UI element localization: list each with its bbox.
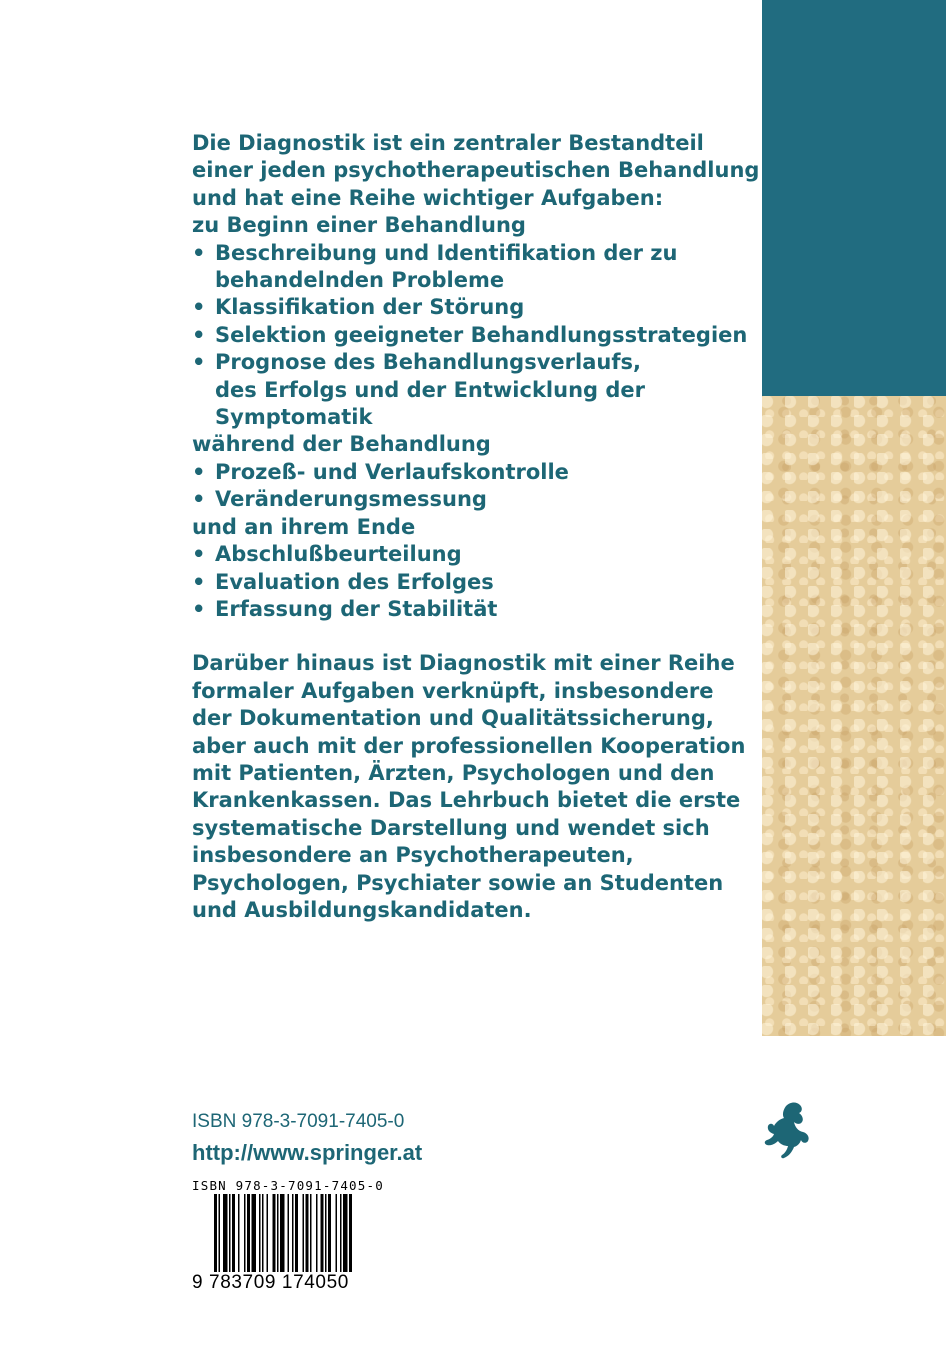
springer-horse-icon — [756, 1098, 816, 1168]
barcode-bar — [223, 1194, 228, 1272]
bullet-item — [192, 349, 752, 431]
barcode-bar — [229, 1194, 231, 1272]
bullet-dot-icon: • — [192, 322, 206, 347]
bullet-line: Prozeß- und Verlaufskontrolle — [215, 459, 569, 484]
closing-line: Krankenkassen. Das Lehrbuch bietet die erste — [192, 788, 741, 813]
barcode-bar — [280, 1194, 285, 1272]
phase-heading-beginning: zu Beginn einer Behandlung — [192, 213, 526, 238]
cover-band-texture — [762, 396, 946, 1036]
barcode-bar — [238, 1194, 240, 1272]
barcode-bar — [343, 1194, 348, 1272]
bullet-line: Veränderungsmessung — [215, 487, 487, 512]
bullet-item — [192, 541, 752, 568]
phase-heading-during: während der Behandlung — [192, 432, 491, 457]
barcode-bar — [214, 1194, 217, 1272]
cover-band-blue — [762, 0, 946, 396]
barcode-bar — [292, 1194, 294, 1272]
bullet-item — [192, 240, 752, 295]
barcode-bar — [252, 1194, 257, 1272]
bullet-dot-icon: • — [192, 596, 206, 621]
barcode-bar — [247, 1194, 250, 1272]
bullet-line: Selektion geeigneter Behandlungsstrategien — [215, 322, 748, 347]
barcode-bar — [306, 1194, 309, 1272]
intro-line: und hat eine Reihe wichtiger Aufgaben: — [192, 185, 664, 210]
barcode-bar — [262, 1194, 264, 1272]
barcode-digits: 9 783709 174050 — [192, 1272, 349, 1293]
bullet-item — [192, 294, 752, 321]
closing-line: systematische Darstellung und wendet sich — [192, 815, 710, 840]
barcode-bar — [219, 1194, 221, 1272]
barcode-bar — [295, 1194, 298, 1272]
barcode-bar — [310, 1194, 312, 1272]
bullet-item — [192, 486, 752, 513]
bullet-dot-icon: • — [192, 459, 206, 484]
barcode-bar — [349, 1194, 352, 1272]
barcode-bar — [277, 1194, 279, 1272]
phase-heading-end: und an ihrem Ende — [192, 514, 416, 539]
closing-line: aber auch mit der professionellen Kooperation — [192, 733, 746, 758]
closing-line: insbesondere an Psychotherapeuten, — [192, 843, 634, 868]
barcode-bar — [340, 1194, 342, 1272]
bullet-item — [192, 569, 752, 596]
isbn-text: ISBN 978-3-7091-7405-0 — [192, 1111, 405, 1132]
barcode-bar — [328, 1194, 331, 1272]
bullet-line: Klassifikation der Störung — [215, 295, 525, 320]
closing-line: und Ausbildungskandidaten. — [192, 897, 532, 922]
barcode-bar — [232, 1194, 235, 1272]
isbn-barcode — [192, 1178, 392, 1298]
closing-line: mit Patienten, Ärzten, Psychologen und den — [192, 760, 715, 785]
barcode-bar — [316, 1194, 318, 1272]
barcode-bars — [192, 1194, 392, 1274]
bullet-dot-icon: • — [192, 350, 206, 375]
bullet-dot-icon: • — [192, 240, 206, 265]
barcode-bar — [325, 1194, 327, 1272]
bullet-dot-icon: • — [192, 487, 206, 512]
bullet-dot-icon: • — [192, 542, 206, 567]
bullet-line: Erfassung der Stabilität — [215, 596, 498, 621]
bullet-item — [192, 459, 752, 486]
barcode-bar — [288, 1194, 290, 1272]
barcode-bar — [321, 1194, 324, 1272]
bullet-line: Beschreibung und Identifikation der zu — [215, 240, 678, 265]
publisher-url[interactable]: http://www.springer.at — [192, 1140, 423, 1165]
barcode-bar — [244, 1194, 246, 1272]
barcode-isbn-label: ISBN 978-3-7091-7405-0 — [192, 1178, 384, 1193]
bullet-dot-icon: • — [192, 295, 206, 320]
bullet-item — [192, 322, 752, 349]
bullet-line: des Erfolgs und der Entwicklung der — [215, 377, 645, 402]
barcode-bar — [267, 1194, 269, 1272]
closing-line: der Dokumentation und Qualitätssicherung, — [192, 706, 714, 731]
closing-line: Psychologen, Psychiater sowie an Studenten — [192, 870, 724, 895]
closing-line: Darüber hinaus ist Diagnostik mit einer Reihe — [192, 651, 735, 676]
intro-line: einer jeden psychotherapeutischen Behandlung — [192, 158, 760, 183]
bullet-line: Prognose des Behandlungsverlaufs, — [215, 350, 641, 375]
intro-line: Die Diagnostik ist ein zentraler Bestandteil — [192, 131, 704, 155]
barcode-bar — [336, 1194, 338, 1272]
barcode-bar — [303, 1194, 305, 1272]
barcode-bar — [273, 1194, 276, 1272]
bullet-line: behandelnden Probleme — [215, 268, 505, 293]
back-cover-blurb — [192, 130, 760, 924]
closing-line: formaler Aufgaben verknüpft, insbesondere — [192, 678, 714, 703]
bullet-line: Evaluation des Erfolges — [215, 569, 494, 594]
bullet-dot-icon: • — [192, 569, 206, 594]
paragraph-spacer — [192, 623, 752, 650]
bullet-item — [192, 596, 752, 623]
bullet-line: Symptomatik — [215, 405, 373, 430]
bullet-line: Abschlußbeurteilung — [215, 542, 462, 567]
barcode-bar — [259, 1194, 261, 1272]
